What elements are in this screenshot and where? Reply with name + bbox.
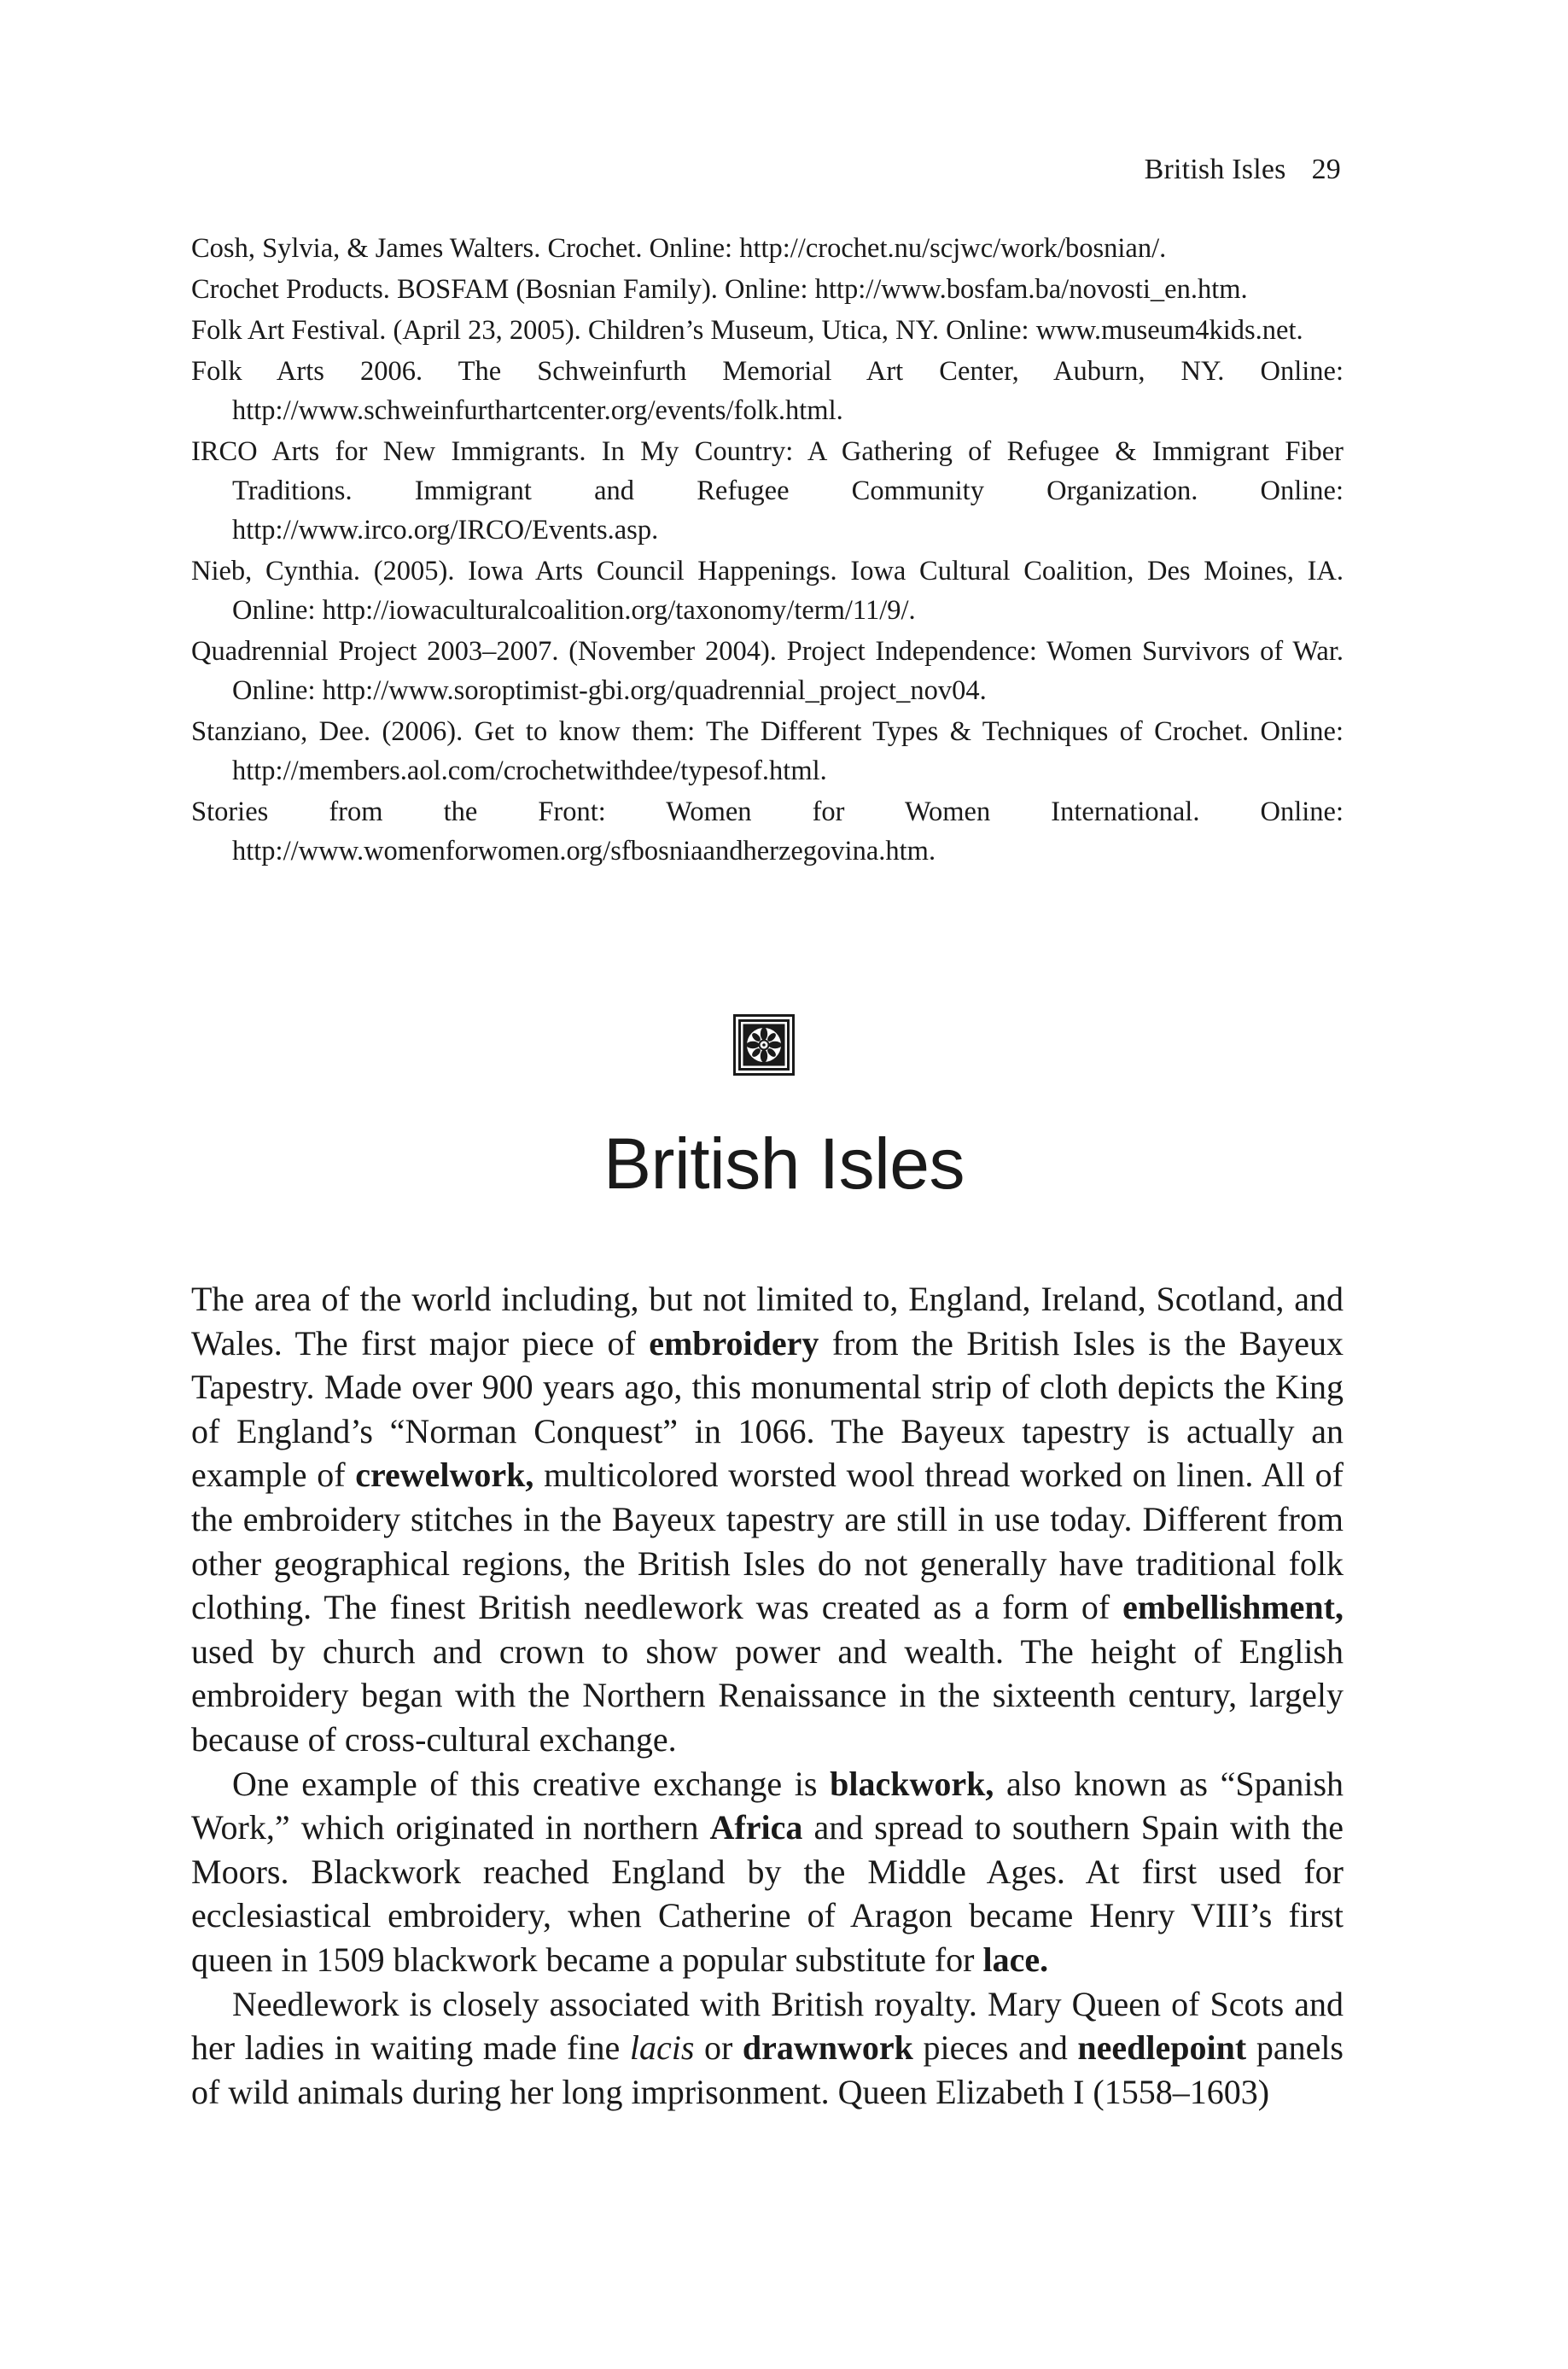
paragraph-2 <box>191 1762 1344 1982</box>
reference-entry: Nieb, Cynthia. (2005). Iowa Arts Council Happenings. Iowa Cultural Coalition, Des Moines, IA. Online: http://iowaculturalcoalition.org/taxonomy/term/11/9/. <box>191 556 1344 626</box>
body-text <box>191 1277 1344 2114</box>
text-run: and spread to southern Spain with the Moors. Blackwork reached England by the Middle Ages. At first used for ecclesiastical embroidery, when Catherine of Aragon became Henry VIII’s first queen in 1509 blackwork became a popular substitute for <box>191 1808 1344 1979</box>
reference-entry: Quadrennial Project 2003–2007. (November 2004). Project Independence: Women Survivors of War. Online: http://www.soroptimist-gbi.org/quadrennial_project_nov04. <box>191 636 1344 706</box>
page-number: 29 <box>1311 154 1341 185</box>
text-run: panels of wild animals during her long imprisonment. Queen Elizabeth I (1558–1603) <box>191 2028 1344 2111</box>
text-run: Needlework is closely associated with British royalty. Mary Queen of Scots and her ladies in waiting made fine <box>191 1984 1344 2068</box>
reference-entry: Cosh, Sylvia, & James Walters. Crochet. Online: http://crochet.nu/scjwc/work/bosnian/. <box>191 233 1167 264</box>
decorative-medallion-icon <box>733 1014 795 1076</box>
reference-entry: Stories from the Front: Women for Women International. Online: http://www.womenforwomen.org/sfbosniaandherzegovina.htm. <box>191 796 1344 866</box>
paragraph-3 <box>191 1982 1344 2115</box>
text-run: pieces and <box>912 2028 1078 2068</box>
text-run: One example of this creative exchange is <box>232 1764 831 1803</box>
section-title: British Isles <box>603 1123 965 1204</box>
bold-term: drawnwork <box>742 2028 913 2068</box>
running-head <box>1145 154 1341 186</box>
text-run: from the British Isles is the Bayeux Tapestry. Made over 900 years ago, this monumental strip of cloth depicts the King of England’s “Norman Conquest” in 1066. The Bayeux tapestry is actually an example of <box>191 1323 1344 1495</box>
bold-term: crewelwork, <box>355 1456 534 1495</box>
paragraph-1 <box>191 1277 1344 1762</box>
text-run: also known as “Spanish Work,” which originated in northern <box>191 1764 1344 1847</box>
reference-entry: Folk Art Festival. (April 23, 2005). Children’s Museum, Utica, NY. Online: www.museum4kids.net. <box>191 315 1303 346</box>
bold-term: needlepoint <box>1077 2028 1247 2068</box>
reference-entry: Folk Arts 2006. The Schweinfurth Memorial Art Center, Auburn, NY. Online: http://www.schweinfurthartcenter.org/events/folk.html. <box>191 356 1344 426</box>
reference-entry: IRCO Arts for New Immigrants. In My Country: A Gathering of Refugee & Immigrant Fiber Traditions. Immigrant and Refugee Community Organization. Online: http://www.irco.org/IRCO/Events.asp. <box>191 436 1344 546</box>
bold-term: embellishment, <box>1122 1588 1344 1627</box>
reference-list <box>191 229 1344 872</box>
bold-term: blackwork, <box>830 1764 994 1803</box>
text-run: used by church and crown to show power and wealth. The height of English embroidery began with the Northern Renaissance in the sixteenth century, largely because of cross-cultural exchange. <box>191 1631 1344 1759</box>
bold-term: embroidery <box>649 1323 819 1362</box>
bold-term: Africa <box>709 1808 803 1847</box>
reference-entry: Stanziano, Dee. (2006). Get to know them: The Different Types & Techniques of Crochet. Online: http://members.aol.com/crochetwithdee/typesof.html. <box>191 716 1344 786</box>
text-run: multicolored worsted wool thread worked on linen. All of the embroidery stitches in the Bayeux tapestry are still in use today. Different from other geographical regions, the British Isles do not generally have traditional folk clothing. The finest British needlework was created as a form of <box>191 1456 1344 1627</box>
text-run: The area of the world including, but not limited to, England, Ireland, Scotland, and Wales. The first major piece of <box>191 1280 1344 1362</box>
bold-term: lace. <box>982 1940 1049 1979</box>
running-head-title: British Isles <box>1144 154 1286 185</box>
reference-entry: Crochet Products. BOSFAM (Bosnian Family). Online: http://www.bosfam.ba/novosti_en.htm. <box>191 274 1248 305</box>
italic-term: lacis <box>629 2028 695 2068</box>
text-run: or <box>694 2028 743 2068</box>
